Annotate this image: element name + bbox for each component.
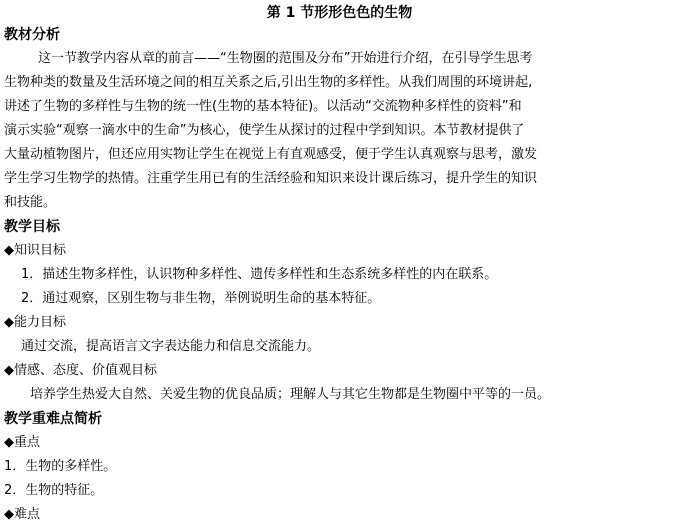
emotion-heading-label: 情感、态度、价值观目标 [14,363,158,378]
subheading-knowledge [4,242,66,260]
knowledge-heading-label: 知识目标 [14,243,67,258]
knowledge-item: 1．描述生物多样性，认识物种多样性、遗传多样性和生态系统多样性的内在联系。 [21,267,498,282]
focus-item: 1．生物的多样性。 [4,459,117,474]
analysis-line: 演示实验“观察一滴水中的生命”为核心，使学生从探讨的过程中学到知识。本节教材提供了 [4,123,525,138]
subheading-focus [4,434,40,452]
subheading-difficulty [4,506,40,524]
section-heading-key-points: 教学重难点简析 [4,411,102,427]
focus-item: 2．生物的特征。 [4,483,104,498]
analysis-line: 学生学习生物学的热情。注重学生用已有的生活经验和知识来设计课后练习，提升学生的知识 [4,171,538,186]
analysis-line: 和技能。 [4,195,57,210]
analysis-line: 讲述了生物的多样性与生物的统一性(生物的基本特征)。以活动“交流物种多样性的资料”和 [4,99,522,114]
emotion-text: 培养学生热爱大自然、关爱生物的优良品质；理解人与其它生物都是生物圈中平等的一员。 [30,387,551,402]
knowledge-item: 2．通过观察，区别生物与非生物，举例说明生命的基本特征。 [21,291,381,306]
subheading-ability [4,314,66,332]
page-title: 第 1 节形形色色的生物 [266,5,413,21]
focus-heading-label: 重点 [14,435,41,450]
subheading-emotion [4,362,157,380]
analysis-line: 生物种类的数量及生活环境之间的相互关系之后,引出生物的多样性。从我们周围的环境讲起, [4,75,533,90]
section-heading-goals: 教学目标 [4,219,60,235]
difficulty-heading-label: 难点 [14,507,41,522]
ability-text: 通过交流，提高语言文字表达能力和信息交流能力。 [21,339,321,354]
ability-heading-label: 能力目标 [14,315,67,330]
analysis-line: 大量动植物图片，但还应用实物让学生在视觉上有直观感受，便于学生认真观察与思考，激发 [4,147,538,162]
analysis-line: 这一节教学内容从章的前言——“生物圈的范围及分布”开始进行介绍，在引导学生思考 [38,51,533,66]
section-heading-analysis: 教材分析 [4,27,60,43]
